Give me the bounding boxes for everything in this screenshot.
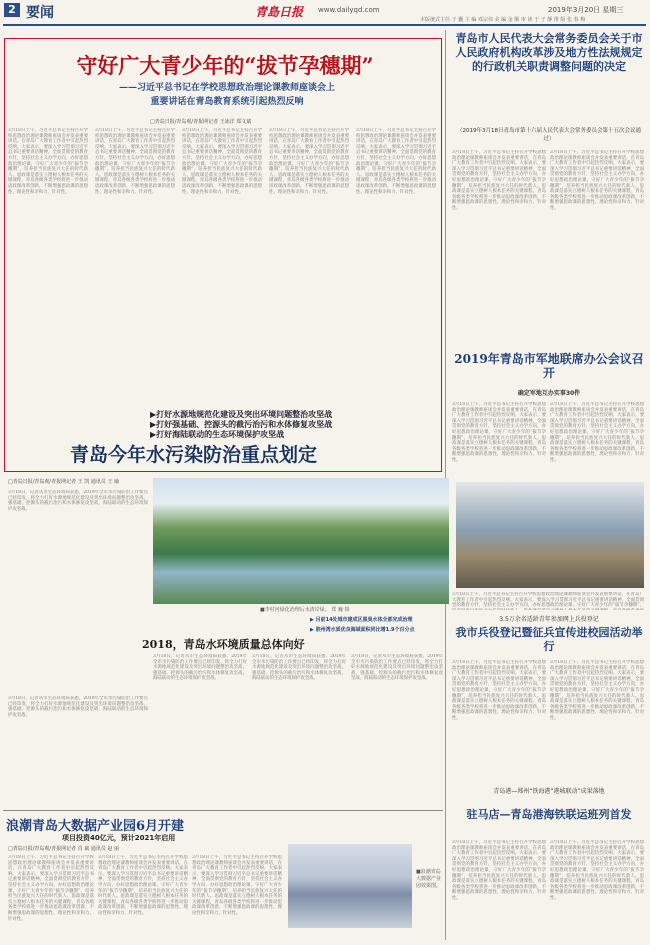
editor-credits: 本版统式主任 于 囊 主 编 邓宗伟 美 编 金 顺 审 读 于 子 静 排 版 张 春 梅	[420, 17, 586, 23]
page-number: 2	[4, 3, 20, 17]
lead-col-2: 3月18日上午，习近平总书记主持召开学校思想政治理论课教师座谈会并发表重要讲话，在青岛广大教育工作者中引起热烈反响。大家表示，要深入学习贯彻习近平总书记重要讲话精神，全面贯彻党的教育方针，坚持社会主义办学方向，办好思想政治理论课，守好广大青少年的“拔节孕穗期”，培养担当民族复兴大任的时代新人。思政课是落实立德树人根本任务的关键课程，青岛各级各类学校将进一步推动思政课改革创新，不断增强思政课的思想性、理论性和亲和力、针对性。	[95, 128, 175, 195]
right-item4-title: 驻马店—青岛港海铁联运班列首发	[466, 808, 632, 821]
right-item3-kicker: 3.5万余名适龄青年参加网上兵役登记	[499, 616, 599, 623]
water-byline: □青岛日报/青岛观/青报网记者 王 凯 通讯员 王 瑜	[8, 479, 120, 485]
bigdata-headline: 浪潮青岛大数据产业园6月开建	[6, 819, 185, 834]
industrial-park-render	[288, 844, 412, 928]
water-bullets	[150, 410, 332, 440]
lead-subtitle-2: 重要讲话在青岛教育系统引起热烈反响	[150, 97, 304, 107]
water-bullet-2: ▶打好强基础、控源头的截污治污和水体修复攻坚战	[150, 420, 333, 429]
right-item2-tail: 3月18日上午，习近平总书记主持召开学校思想政治理论课教师座谈会并发表重要讲话，在青岛广大教育工作者中引起热烈反响。大家表示，要深入学习贯彻习近平总书记重要讲话精神，全面贯彻党的教育方针，坚持社会主义办学方向，办好思想政治理论课，守好广大青少年的“拔节孕穗期”，	[452, 592, 644, 609]
lead-col-5: 3月18日上午，习近平总书记主持召开学校思想政治理论课教师座谈会并发表重要讲话，在青岛广大教育工作者中引起热烈反响。大家表示，要深入学习贯彻习近平总书记重要讲话精神，全面贯彻党的教育方针，坚持社会主义办学方向，办好思想政治理论课，守好广大青少年的“拔节孕穗期”，培养担当民族复兴大任的时代新人。思政课是落实立德树人根本任务的关键课程，青岛各级各类学校将进一步推动思政课改革创新，不断增强思政课的思想性、理论性和亲和力、针对性。	[356, 128, 436, 195]
water-section-heading: 2018，青岛水环境质量总体向好	[142, 638, 305, 651]
bigdata-col-1: 3月18日上午，习近平总书记主持召开学校思想政治理论课教师座谈会并发表重要讲话，在青岛广大教育工作者中引起热烈反响。大家表示，要深入学习贯彻习近平总书记重要讲话精神，全面贯彻党的教育方针，坚持社会主义办学方向，办好思想政治理论课，守好广大青少年的“拔节孕穗期”，培养担当民族复兴大任的时代新人。思政课是落实立德树人根本任务的关键课程，青岛各级各类学校将进一步推动思政课改革创新，不断增强思政课的思想性、理论性和亲和力、针对性。	[8, 855, 94, 922]
right-item3-col-a: 3月18日上午，习近平总书记主持召开学校思想政治理论课教师座谈会并发表重要讲话，在青岛广大教育工作者中引起热烈反响。大家表示，要深入学习贯彻习近平总书记重要讲话精神，全面贯彻党的教育方针，坚持社会主义办学方向，办好思想政治理论课，守好广大青少年的“拔节孕穗期”，培养担当民族复兴大任的时代新人。思政课是落实立德树人根本任务的关键课程，青岛各级各类学校将进一步推动思政课改革创新，不断增强思政课的思想性、理论性和亲和力、针对性。	[452, 660, 546, 721]
right-item3-title: 我市兵役登记暨征兵宣传进校园活动举行	[455, 626, 643, 653]
right-item1-col-b: 3月18日上午，习近平总书记主持召开学校思想政治理论课教师座谈会并发表重要讲话，在青岛广大教育工作者中引起热烈反响。大家表示，要深入学习贯彻习近平总书记重要讲话精神，全面贯彻党的教育方针，坚持社会主义办学方向，办好思想政治理论课，守好广大青少年的“拔节孕穗期”，培养担当民族复兴大任的时代新人。思政课是落实立德树人根本任务的关键课程，青岛各级各类学校将进一步推动思政课改革创新，不断增强思政课的思想性、理论性和亲和力、针对性。	[550, 150, 644, 211]
newspaper-logo: 青島日报	[255, 5, 304, 19]
right-item2-col-b: 3月18日上午，习近平总书记主持召开学校思想政治理论课教师座谈会并发表重要讲话，在青岛广大教育工作者中引起热烈反响。大家表示，要深入学习贯彻习近平总书记重要讲话精神，全面贯彻党的教育方针，坚持社会主义办学方向，办好思想政治理论课，守好广大青少年的“拔节孕穗期”，培养担当民族复兴大任的时代新人。思政课是落实立德树人根本任务的关键课程，青岛各级各类学校将进一步推动思政课改革创新，不断增强思政课的思想性、理论性和亲和力、针对性。	[550, 402, 644, 463]
lead-subtitle-1: ——习近平总书记在学校思想政治理论课教师座谈会上	[118, 83, 335, 93]
right-item2-col-a: 3月18日上午，习近平总书记主持召开学校思想政治理论课教师座谈会并发表重要讲话，在青岛广大教育工作者中引起热烈反响。大家表示，要深入学习贯彻习近平总书记重要讲话精神，全面贯彻党的教育方针，坚持社会主义办学方向，办好思想政治理论课，守好广大青少年的“拔节孕穗期”，培养担当民族复兴大任的时代新人。思政课是落实立德树人根本任务的关键课程，青岛各级各类学校将进一步推动思政课改革创新，不断增强思政课的思想性、理论性和亲和力、针对性。	[452, 402, 546, 463]
right-item2-sub: 确定军地互办实事30件	[517, 390, 581, 397]
water-col-1b: 3月18日，记者从市生态环境局获悉，2019年全市水污染防治工作要点已经印发，将全力打好水源地规范化建设及突出环境问题整治攻坚战，强基础、控源头的截污治污和水体修复攻坚战，海陆联动的生态环境保护攻坚战。	[8, 696, 148, 718]
water-bullet-1: ▶打好水源地规范化建设及突出环境问题整治攻坚战	[150, 410, 333, 419]
lead-byline: □青岛日报/青岛观/青报网记者 王冰洋 郑文斌	[150, 119, 252, 125]
right-item4-col-b: 3月18日上午，习近平总书记主持召开学校思想政治理论课教师座谈会并发表重要讲话，在青岛广大教育工作者中引起热烈反响。大家表示，要深入学习贯彻习近平总书记重要讲话精神，全面贯彻党的教育方针，坚持社会主义办学方向，办好思想政治理论课，守好广大青少年的“拔节孕穗期”，培养担当民族复兴大任的时代新人。思政课是落实立德树人根本任务的关键课程，青岛各级各类学校将进一步推动思政课改革创新，不断增强思政课的思想性、理论性和亲和力、针对性。	[550, 840, 644, 901]
bigdata-rule	[3, 810, 443, 811]
bigdata-byline: □青岛日报/青岛观/青报网记者 肖 斌 通讯员 赵 丽	[8, 846, 120, 852]
right-item4-kicker: 青岛港—郑州“铁海港”港城联动”成果落地	[493, 788, 605, 795]
water-headline: 青岛今年水污染防治重点划定	[70, 444, 318, 466]
lead-col-4: 3月18日上午，习近平总书记主持召开学校思想政治理论课教师座谈会并发表重要讲话，在青岛广大教育工作者中引起热烈反响。大家表示，要深入学习贯彻习近平总书记重要讲话精神，全面贯彻党的教育方针，坚持社会主义办学方向，办好思想政治理论课，守好广大青少年的“拔节孕穗期”，培养担当民族复兴大任的时代新人。思政课是落实立德树人根本任务的关键课程，青岛各级各类学校将进一步推动思政课改革创新，不断增强思政课的思想性、理论性和亲和力、针对性。	[269, 128, 349, 195]
river-photo	[153, 478, 449, 604]
water-col-2: 3月18日，记者从市生态环境局获悉，2019年全市水污染防治工作要点已经印发，将全力打好水源地规范化建设及突出环境问题整治攻坚战，强基础、控源头的截污治污和水体修复攻坚战，海陆联动的生态环境保护攻坚战。	[153, 654, 247, 682]
water-bullet-3: ▶打好海陆联动的生态环境保护攻坚战	[150, 430, 285, 439]
render-caption: ■浪潮青岛大数据产业园效果图。	[416, 869, 442, 889]
bigdata-subtitle: 项目投资40亿元，预计2021年启用	[62, 834, 176, 842]
right-item2-title: 2019年青岛市军地联席办公会议召开	[454, 352, 644, 380]
bigdata-col-3: 3月18日上午，习近平总书记主持召开学校思想政治理论课教师座谈会并发表重要讲话，在青岛广大教育工作者中引起热烈反响。大家表示，要深入学习贯彻习近平总书记重要讲话精神，全面贯彻党的教育方针，坚持社会主义办学方向，办好思想政治理论课，守好广大青少年的“拔节孕穗期”，培养担当民族复兴大任的时代新人。思政课是落实立德树人根本任务的关键课程，青岛各级各类学校将进一步推动思政课改革创新，不断增强思政课的思想性、理论性和亲和力、针对性。	[192, 855, 282, 916]
lead-headline: 守好广大青少年的“拔节孕穗期”	[76, 53, 374, 78]
water-aside-1: ▶ 目前14处城市建成区黑臭水体全部完成治理	[310, 617, 413, 623]
river-photo-caption: ■李村河绿化治理后水清岸绿。 郑 巍 摄	[260, 607, 350, 613]
water-col-4: 3月18日，记者从市生态环境局获悉，2019年全市水污染防治工作要点已经印发，将全力打好水源地规范化建设及突出环境问题整治攻坚战，强基础、控源头的截污治污和水体修复攻坚战，海陆联动的生态环境保护攻坚战。	[351, 654, 443, 682]
bigdata-col-2: 3月18日上午，习近平总书记主持召开学校思想政治理论课教师座谈会并发表重要讲话，在青岛广大教育工作者中引起热烈反响。大家表示，要深入学习贯彻习近平总书记重要讲话精神，全面贯彻党的教育方针，坚持社会主义办学方向，办好思想政治理论课，守好广大青少年的“拔节孕穗期”，培养担当民族复兴大任的时代新人。思政课是落实立德树人根本任务的关键课程，青岛各级各类学校将进一步推动思政课改革创新，不断增强思政课的思想性、理论性和亲和力、针对性。	[98, 855, 188, 916]
right-item1-col-a: 3月18日上午，习近平总书记主持召开学校思想政治理论课教师座谈会并发表重要讲话，在青岛广大教育工作者中引起热烈反响。大家表示，要深入学习贯彻习近平总书记重要讲话精神，全面贯彻党的教育方针，坚持社会主义办学方向，办好思想政治理论课，守好广大青少年的“拔节孕穗期”，培养担当民族复兴大任的时代新人。思政课是落实立德树人根本任务的关键课程，青岛各级各类学校将进一步推动思政课改革创新，不断增强思政课的思想性、理论性和亲和力、针对性。	[452, 150, 546, 211]
lead-col-1: 3月18日上午，习近平总书记主持召开学校思想政治理论课教师座谈会并发表重要讲话，在青岛广大教育工作者中引起热烈反响。大家表示，要深入学习贯彻习近平总书记重要讲话精神，全面贯彻党的教育方针，坚持社会主义办学方向，办好思想政治理论课，守好广大青少年的“拔节孕穗期”，培养担当民族复兴大任的时代新人。思政课是落实立德树人根本任务的关键课程，青岛各级各类学校将进一步推动思政课改革创新，不断增强思政课的思想性、理论性和亲和力、针对性。	[8, 128, 88, 195]
site-url[interactable]: www.dailyqd.com	[318, 6, 380, 14]
right-item4-col-a: 3月18日上午，习近平总书记主持召开学校思想政治理论课教师座谈会并发表重要讲话，在青岛广大教育工作者中引起热烈反响。大家表示，要深入学习贯彻习近平总书记重要讲话精神，全面贯彻党的教育方针，坚持社会主义办学方向，办好思想政治理论课，守好广大青少年的“拔节孕穗期”，培养担当民族复兴大任的时代新人。思政课是落实立德树人根本任务的关键课程，青岛各级各类学校将进一步推动思政课改革创新，不断增强思政课的思想性、理论性和亲和力、针对性。	[452, 840, 546, 901]
water-col-1: 3月18日，记者从市生态环境局获悉，2019年全市水污染防治工作要点已经印发，将全力打好水源地规范化建设及突出环境问题整治攻坚战，强基础、控源头的截污治污和水体修复攻坚战，海陆联动的生态环境保护攻坚战。	[8, 490, 148, 512]
right-item1-note: （2019年3月18日青岛市第十六届人民代表大会常务委员会第十五次会议通过）	[457, 128, 641, 142]
issue-date: 2019年3月20日 星期三	[548, 6, 624, 14]
water-aside-2: ▶ 胶州湾水质优良海域面积同比增1.9个百分点	[310, 627, 415, 633]
military-meeting-photo	[456, 482, 644, 588]
water-col-3: 3月18日，记者从市生态环境局获悉，2019年全市水污染防治工作要点已经印发，将全力打好水源地规范化建设及突出环境问题整治攻坚战，强基础、控源头的截污治污和水体修复攻坚战，海陆联动的生态环境保护攻坚战。	[252, 654, 346, 682]
section-title: 要闻	[26, 5, 54, 21]
right-item3-col-b: 3月18日上午，习近平总书记主持召开学校思想政治理论课教师座谈会并发表重要讲话，在青岛广大教育工作者中引起热烈反响。大家表示，要深入学习贯彻习近平总书记重要讲话精神，全面贯彻党的教育方针，坚持社会主义办学方向，办好思想政治理论课，守好广大青少年的“拔节孕穗期”，培养担当民族复兴大任的时代新人。思政课是落实立德树人根本任务的关键课程，青岛各级各类学校将进一步推动思政课改革创新，不断增强思政课的思想性、理论性和亲和力、针对性。	[550, 660, 644, 721]
header-rule	[3, 24, 646, 26]
lead-col-3: 3月18日上午，习近平总书记主持召开学校思想政治理论课教师座谈会并发表重要讲话，在青岛广大教育工作者中引起热烈反响。大家表示，要深入学习贯彻习近平总书记重要讲话精神，全面贯彻党的教育方针，坚持社会主义办学方向，办好思想政治理论课，守好广大青少年的“拔节孕穗期”，培养担当民族复兴大任的时代新人。思政课是落实立德树人根本任务的关键课程，青岛各级各类学校将进一步推动思政课改革创新，不断增强思政课的思想性、理论性和亲和力、针对性。	[182, 128, 262, 195]
right-item1-title: 青岛市人民代表大会常务委员会关于市人民政府机构改革涉及地方性法规规定的行政机关职责调整问题的决定	[455, 32, 643, 73]
